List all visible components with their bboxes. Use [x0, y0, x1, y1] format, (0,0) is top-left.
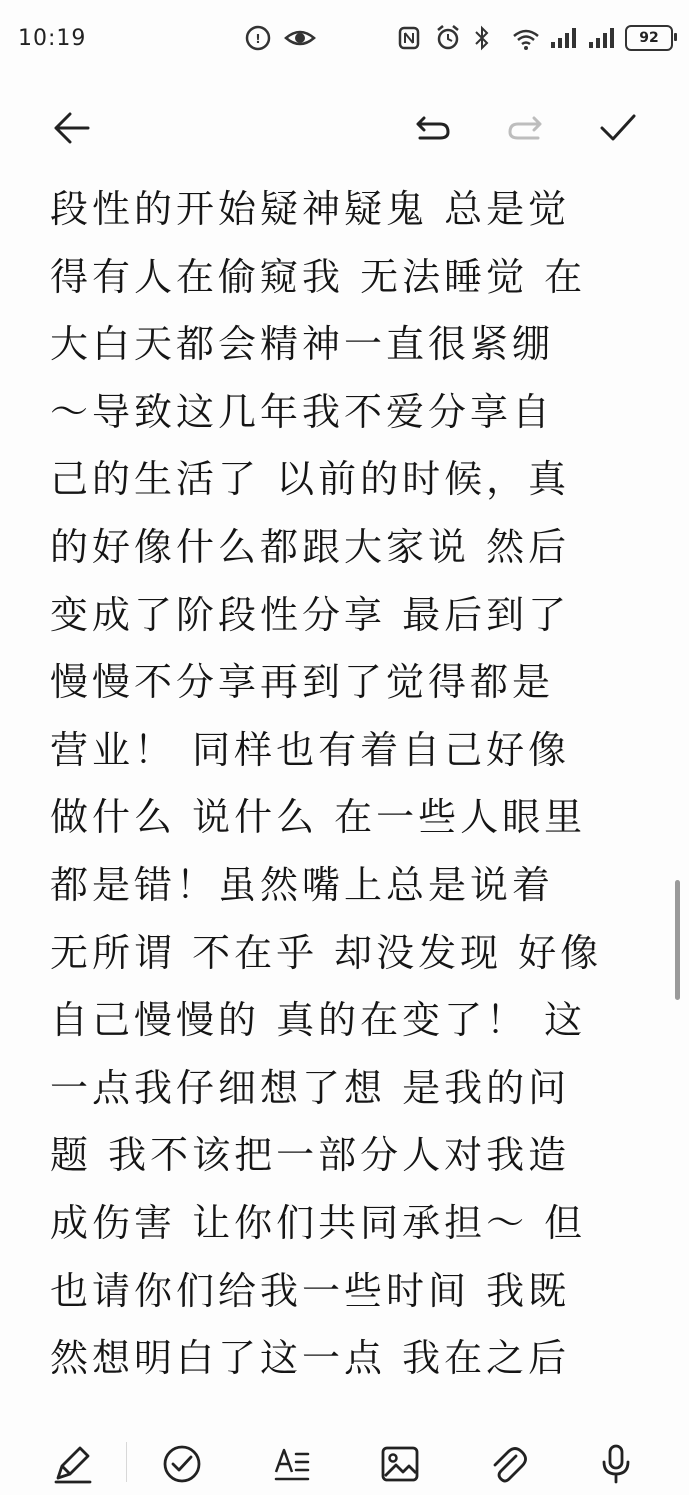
status-time: 10:19 [18, 26, 87, 51]
note-line: 题 我不该把一部分人对我造 [50, 1133, 571, 1178]
microphone-icon[interactable] [588, 1436, 644, 1492]
note-body[interactable] [50, 176, 650, 1426]
undo-icon[interactable] [400, 96, 464, 160]
pen-icon[interactable] [44, 1436, 100, 1492]
note-line: 也请你们给我一些时间 我既 [50, 1268, 571, 1313]
note-line: 无所谓 不在乎 却没发现 好像 [50, 930, 603, 975]
note-line: 然想明白了这一点 我在之后 [50, 1336, 571, 1381]
scrollbar[interactable] [675, 880, 680, 1000]
note-line: 做什么 说什么 在一些人眼里 [50, 795, 587, 840]
back-arrow-icon[interactable] [40, 96, 104, 160]
svg-text:!: ! [255, 32, 261, 46]
status-bar [0, 0, 689, 78]
toolbar-divider [126, 1442, 127, 1482]
note-line: 自己慢慢的 真的在变了！ 这 [50, 998, 587, 1043]
note-line: 一点我仔细想了想 是我的问 [50, 1065, 571, 1110]
attachment-icon[interactable] [480, 1436, 536, 1492]
battery-icon: 92 [625, 25, 673, 51]
bluetooth-icon [473, 24, 501, 52]
signal-icon-2 [587, 24, 615, 52]
note-line: 段性的开始疑神疑鬼 总是觉 [50, 187, 571, 231]
bottom-format-bar [0, 1430, 689, 1495]
redo-icon[interactable] [494, 96, 558, 160]
alarm-icon [435, 24, 463, 52]
note-line: 大白天都会精神一直很紧绷 [50, 322, 555, 367]
note-line: ～导致这几年我不爱分享自 [50, 389, 555, 434]
note-line: 都是错！虽然嘴上总是说着 [50, 862, 555, 907]
eye-icon [284, 24, 312, 52]
usage-alert-icon [244, 24, 272, 52]
text-format-icon[interactable] [264, 1436, 320, 1492]
checklist-icon[interactable] [154, 1436, 210, 1492]
note-line: 慢慢不分享再到了觉得都是 [50, 660, 555, 705]
note-line: 成伤害 让你们共同承担～ 但 [50, 1200, 587, 1245]
note-line: 己的生活了 以前的时候，真 [50, 457, 571, 502]
note-line: 变成了阶段性分享 最后到了 [50, 592, 571, 637]
editor-toolbar [0, 96, 689, 160]
checkmark-icon[interactable] [586, 96, 650, 160]
note-line: 营业！ 同样也有着自己好像 [50, 727, 571, 772]
wifi-icon [511, 24, 539, 52]
note-line: 得有人在偷窥我 无法睡觉 在 [50, 254, 587, 299]
note-line: 的好像什么都跟大家说 然后 [50, 524, 571, 569]
signal-icon [549, 24, 577, 52]
image-icon[interactable] [372, 1436, 428, 1492]
nfc-icon [397, 24, 425, 52]
